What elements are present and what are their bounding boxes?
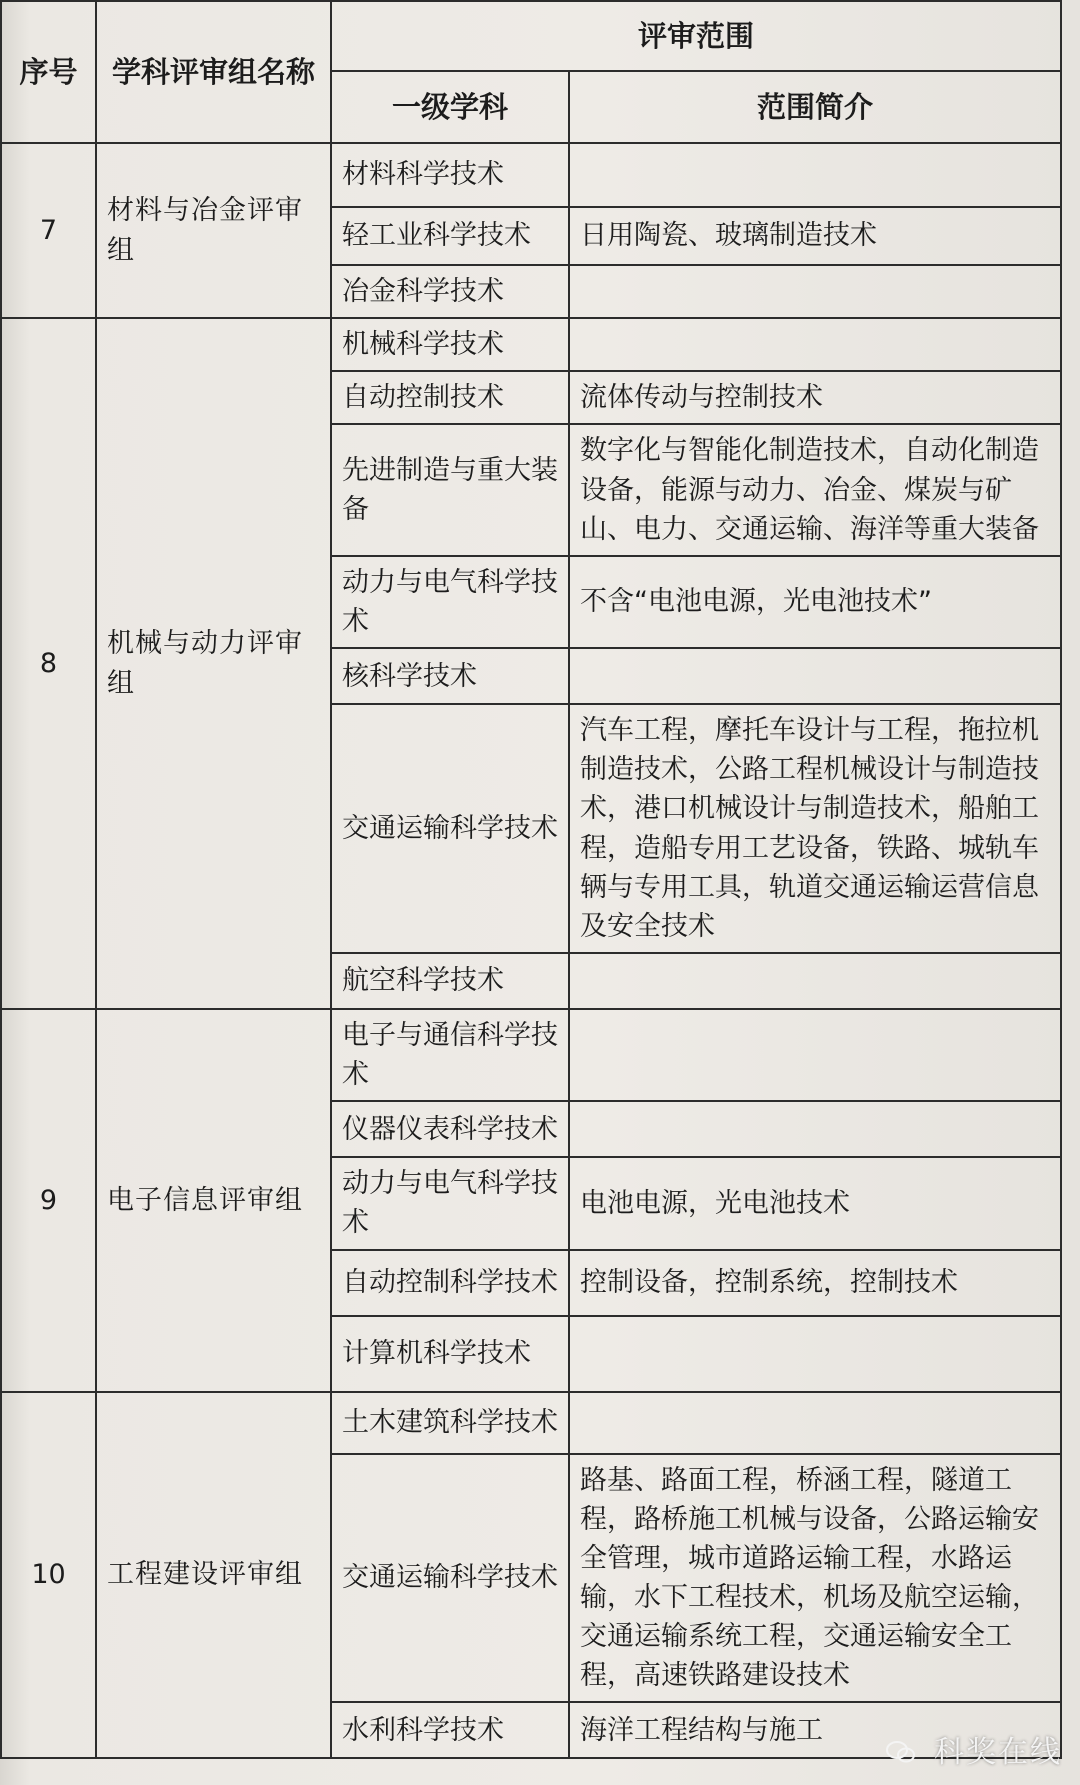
summary-cell: 路基、路面工程，桥涵工程，隧道工程，路桥施工机械与设备，公路运输安全管理，城市道路运输工程，水路运输，水下工程技术，机场及航空运输，交通运输系统工程，交通运输安全工程，高速铁路建设技术 — [569, 1454, 1061, 1703]
discipline-cell: 机械科学技术 — [331, 318, 569, 371]
summary-cell: 不含“电池电源，光电池技术” — [569, 556, 1061, 648]
summary-cell: 汽车工程，摩托车设计与工程，拖拉机制造技术，公路工程机械设计与制造技术，港口机械设计与制造技术，船舶工程，造船专用工艺设备，铁路、城轨车辆与专用工具，轨道交通运输运营信息及安全技术 — [569, 704, 1061, 953]
summary-cell — [569, 318, 1061, 371]
discipline-cell: 电子与通信科学技术 — [331, 1009, 569, 1101]
group-number: 8 — [1, 318, 96, 1009]
discipline-cell: 土木建筑科学技术 — [331, 1392, 569, 1454]
discipline-cell: 先进制造与重大装备 — [331, 424, 569, 555]
table-row — [1, 1392, 1061, 1454]
discipline-cell: 水利科学技术 — [331, 1702, 569, 1758]
summary-cell — [569, 648, 1061, 704]
discipline-cell: 航空科学技术 — [331, 953, 569, 1009]
summary-cell — [569, 1316, 1061, 1392]
summary-cell: 数字化与智能化制造技术，自动化制造设备，能源与动力、冶金、煤炭与矿山、电力、交通运输、海洋等重大装备 — [569, 424, 1061, 555]
discipline-cell: 核科学技术 — [331, 648, 569, 704]
discipline-cell: 动力与电气科学技术 — [331, 1157, 569, 1249]
group-name: 机械与动力评审组 — [96, 318, 331, 1009]
discipline-cell: 冶金科学技术 — [331, 265, 569, 318]
summary-cell: 流体传动与控制技术 — [569, 371, 1061, 424]
discipline-cell: 计算机科学技术 — [331, 1316, 569, 1392]
header-group-name: 学科评审组名称 — [96, 1, 331, 143]
header-review-scope: 评审范围 — [331, 1, 1061, 71]
summary-cell — [569, 1101, 1061, 1157]
group-number: 9 — [1, 1009, 96, 1392]
summary-cell — [569, 953, 1061, 1009]
table-row — [1, 143, 1061, 207]
header-discipline: 一级学科 — [331, 71, 569, 143]
discipline-cell: 自动控制科学技术 — [331, 1250, 569, 1316]
summary-cell — [569, 265, 1061, 318]
wechat-icon — [886, 1740, 916, 1764]
table-row — [1, 318, 1061, 371]
summary-cell: 控制设备，控制系统，控制技术 — [569, 1250, 1061, 1316]
watermark — [886, 1727, 1062, 1771]
group-name: 电子信息评审组 — [96, 1009, 331, 1392]
summary-cell: 电池电源，光电池技术 — [569, 1157, 1061, 1249]
group-name: 材料与冶金评审组 — [96, 143, 331, 318]
discipline-cell: 动力与电气科学技术 — [331, 556, 569, 648]
discipline-cell: 仪器仪表科学技术 — [331, 1101, 569, 1157]
group-number: 10 — [1, 1392, 96, 1759]
header-no: 序号 — [1, 1, 96, 143]
group-number: 7 — [1, 143, 96, 318]
discipline-cell: 交通运输科学技术 — [331, 1454, 569, 1703]
discipline-cell: 轻工业科学技术 — [331, 207, 569, 265]
discipline-cell: 材料科学技术 — [331, 143, 569, 207]
watermark-text: 科奖在线 — [934, 1735, 1062, 1770]
summary-cell: 日用陶瓷、玻璃制造技术 — [569, 207, 1061, 265]
table-row — [1, 1009, 1061, 1101]
group-name: 工程建设评审组 — [96, 1392, 331, 1759]
summary-cell — [569, 1392, 1061, 1454]
header-scope-summary: 范围简介 — [569, 71, 1061, 143]
discipline-cell: 自动控制技术 — [331, 371, 569, 424]
summary-cell: 海洋工程结构与施工 — [569, 1702, 1061, 1758]
summary-cell — [569, 143, 1061, 207]
discipline-cell: 交通运输科学技术 — [331, 704, 569, 953]
summary-cell — [569, 1009, 1061, 1101]
